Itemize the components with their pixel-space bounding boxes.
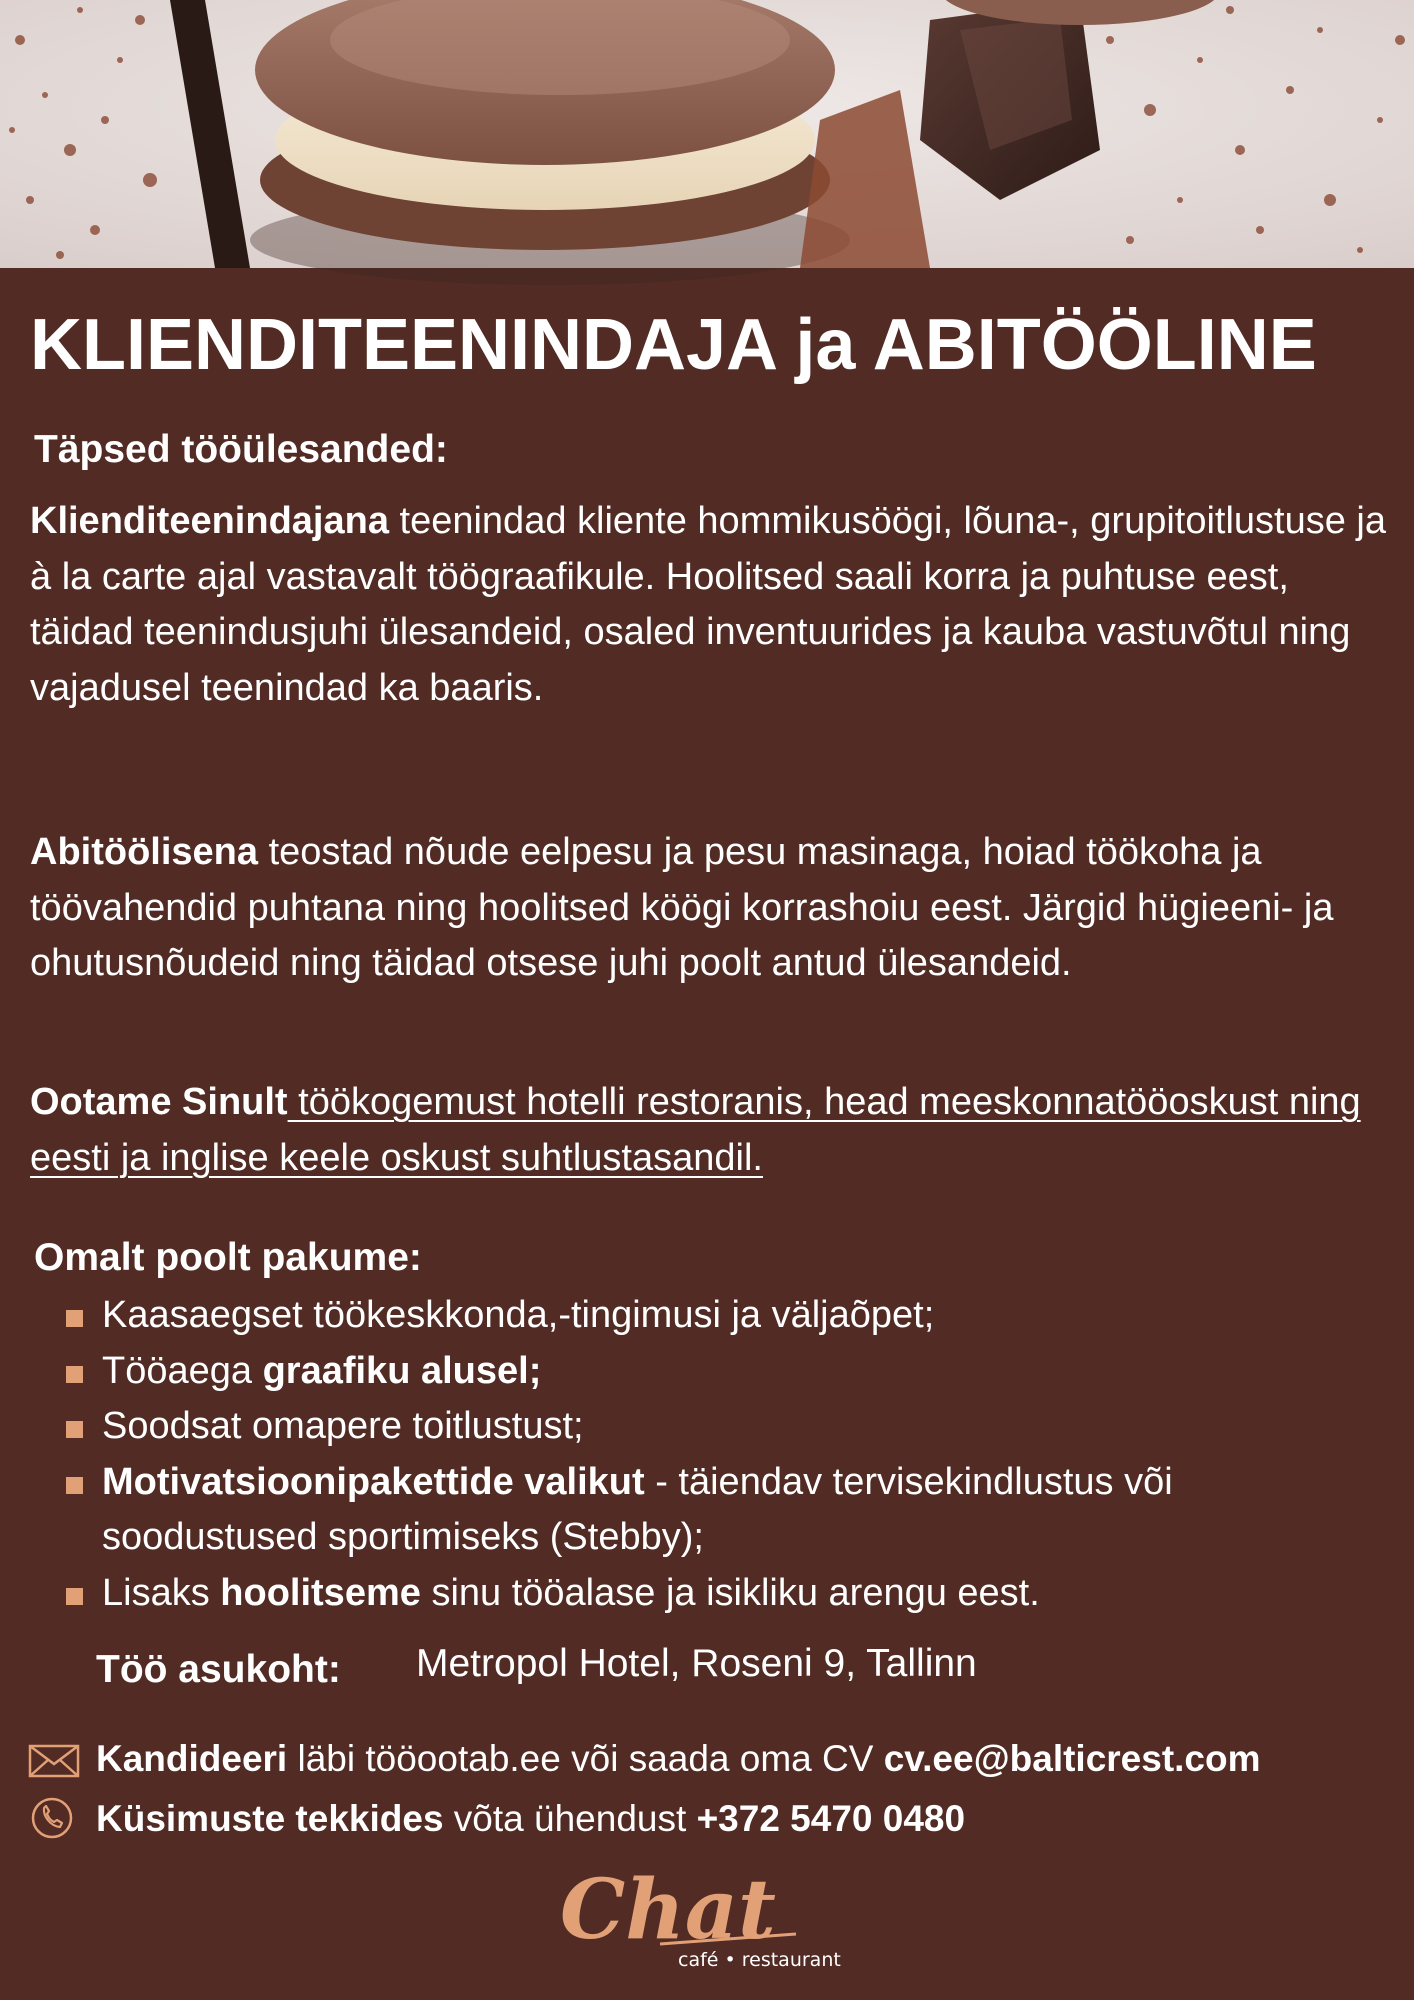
list-item: Soodsat omapere toitlustust; [62,1399,1382,1455]
customer-service-text: teenindad kliente hommikusöögi, lõuna-, grupitoitlustuse ja à la carte ajal vastavalt töögraafikule. Hoolitsed saali korra ja puhtuse eest, täidad teenindusjuhi ülesandeid, osaled inventuurides ja kauba vastuvõtul ning vajadusel teenindad ka baaris. [30,500,1387,709]
hero-photo [0,0,1414,268]
macaron-photo-illustration [0,0,1414,268]
helper-label: Abitöölisena [30,831,259,873]
bullet-square-icon [66,1421,83,1438]
apply-label: Kandideeri [96,1738,288,1779]
helper-text: teostad nõude eelpesu ja pesu masinaga, hoiad töökoha ja töövahendid puhtana ning hoolitsed köögi korrashoiu eest. Järgid hügieeni- ja ohutusnõudeid ning täidad otsese juhi poolt antud ülesandeid. [30,831,1334,984]
bullet-square-icon [66,1588,83,1605]
location-label: Töö asukoht: [96,1648,341,1691]
offers-heading: Omalt poolt pakume: [34,1236,422,1279]
customer-service-label: Klienditeenindajana [30,500,389,542]
page-title: KLIENDITEENINDAJA ja ABITÖÖLINE [30,305,1317,385]
requirements-paragraph [30,1075,1400,1186]
customer-service-paragraph [30,494,1400,716]
list-item: Lisaks hoolitseme sinu tööalase ja isikliku arengu eest. [62,1566,1382,1622]
location-value: Metropol Hotel, Roseni 9, Tallinn [416,1642,977,1685]
duties-heading: Täpsed tööülesanded: [34,428,448,471]
requirements-text: töökogemust hotelli restoranis, head meeskonnatööoskust ning eesti ja inglise keele oskust suhtlustasandil. [30,1081,1361,1179]
bullet-square-icon [66,1477,83,1494]
email-link[interactable]: cv.ee@balticrest.com [883,1738,1261,1779]
offers-list [62,1288,1382,1621]
chat-logo [560,1862,841,1976]
logo-wordmark: Chat [560,1862,776,1958]
requirements-label: Ootame Sinult [30,1081,288,1123]
questions-label: Küsimuste tekkides [96,1798,444,1839]
chat-logo-graphic [560,1862,841,1976]
phone-icon [30,1796,74,1840]
list-item: Tööaega graafiku alusel; [62,1344,1382,1400]
bullet-square-icon [66,1366,83,1383]
phone-link[interactable]: +372 5470 0480 [696,1798,966,1839]
list-item: Motivatsioonipakettide valikut - täiendav tervisekindlustus või soodustused sportimiseks (Stebby); [62,1455,1382,1566]
questions-contact: Küsimuste tekkides võta ühendust +372 5470 0480 [96,1798,966,1839]
apply-contact: Kandideeri läbi tööootab.ee või saada oma CV cv.ee@balticrest.com [96,1738,1261,1779]
list-item: Kaasaegset töökeskkonda,-tingimusi ja väljaõpet; [62,1288,1382,1344]
bullet-square-icon [66,1310,83,1327]
envelope-icon [28,1744,80,1778]
logo-tagline: café • restaurant [678,1949,841,1971]
helper-paragraph [30,825,1400,992]
